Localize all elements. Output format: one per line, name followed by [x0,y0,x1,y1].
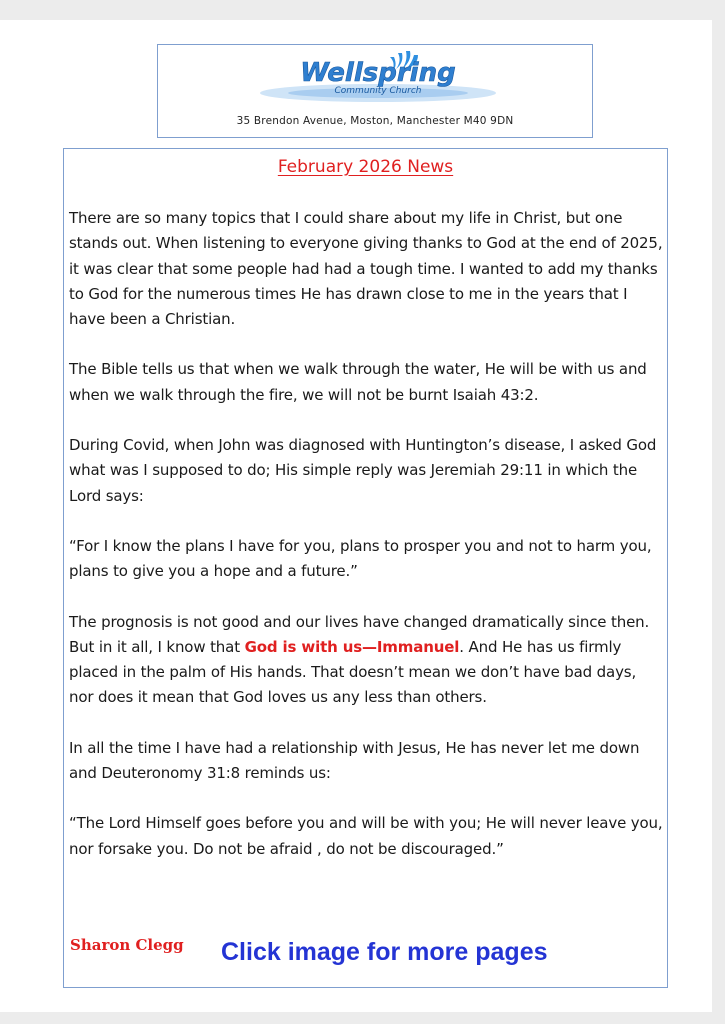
author-signature: Sharon Clegg [70,936,184,954]
immanuel-highlight: God is with us—Immanuel [244,637,460,656]
newsletter-page[interactable] [0,20,712,1012]
news-body [69,206,663,887]
church-address: 35 Brendon Avenue, Moston, Manchester M40 9DN [236,115,514,127]
news-title: February 2026 News [277,157,454,177]
paragraph-6: In all the time I have had a relationship with Jesus, He has never let me down and Deuteronomy 31:8 reminds us: [69,738,640,783]
paragraph-7-quote: “The Lord Himself goes before you and will be with you; He will never leave you, nor forsake you. Do not be afraid , do not be discouraged.” [69,814,663,858]
paragraph-4-quote: “For I know the plans I have for you, plans to prosper you and not to harm you, plans to give you a hope and a future.” [69,536,652,581]
more-pages-link[interactable]: Click image for more pages [221,938,548,966]
paragraph-5-end: . And He has us firmly placed in the palm of His hands. That doesn’t mean we don’t have bad days, nor does it mean that God loves us any less than others. [69,637,637,707]
paragraph-5 [69,610,663,711]
paragraph-3: During Covid, when John was diagnosed with Huntington’s disease, I asked God what was I supposed to do; His simple reply was Jeremiah 29:11 in which the Lord says: [69,436,657,505]
paragraph-1: There are so many topics that I could share about my life in Christ, but one stands out. When listening to everyone giving thanks to God at the end of 2025, it was clear that some people had had a tough time. I wanted to add my thanks to God for the numerous times He has drawn close to me in the years that I have been a Christian. [69,209,663,329]
church-header [157,44,593,138]
logo-subtitle: Community Church [334,86,422,96]
wellspring-logo [248,49,508,111]
news-panel [63,148,668,988]
paragraph-2: The Bible tells us that when we walk through the water, He will be with us and when we walk through the fire, we will not be burnt Isaiah 43:2. [69,360,647,404]
logo-title: Wellspring [300,58,456,88]
paragraph-5-start: The prognosis is not good and our lives have changed dramatically since then. But in it all, I know that [69,612,650,656]
